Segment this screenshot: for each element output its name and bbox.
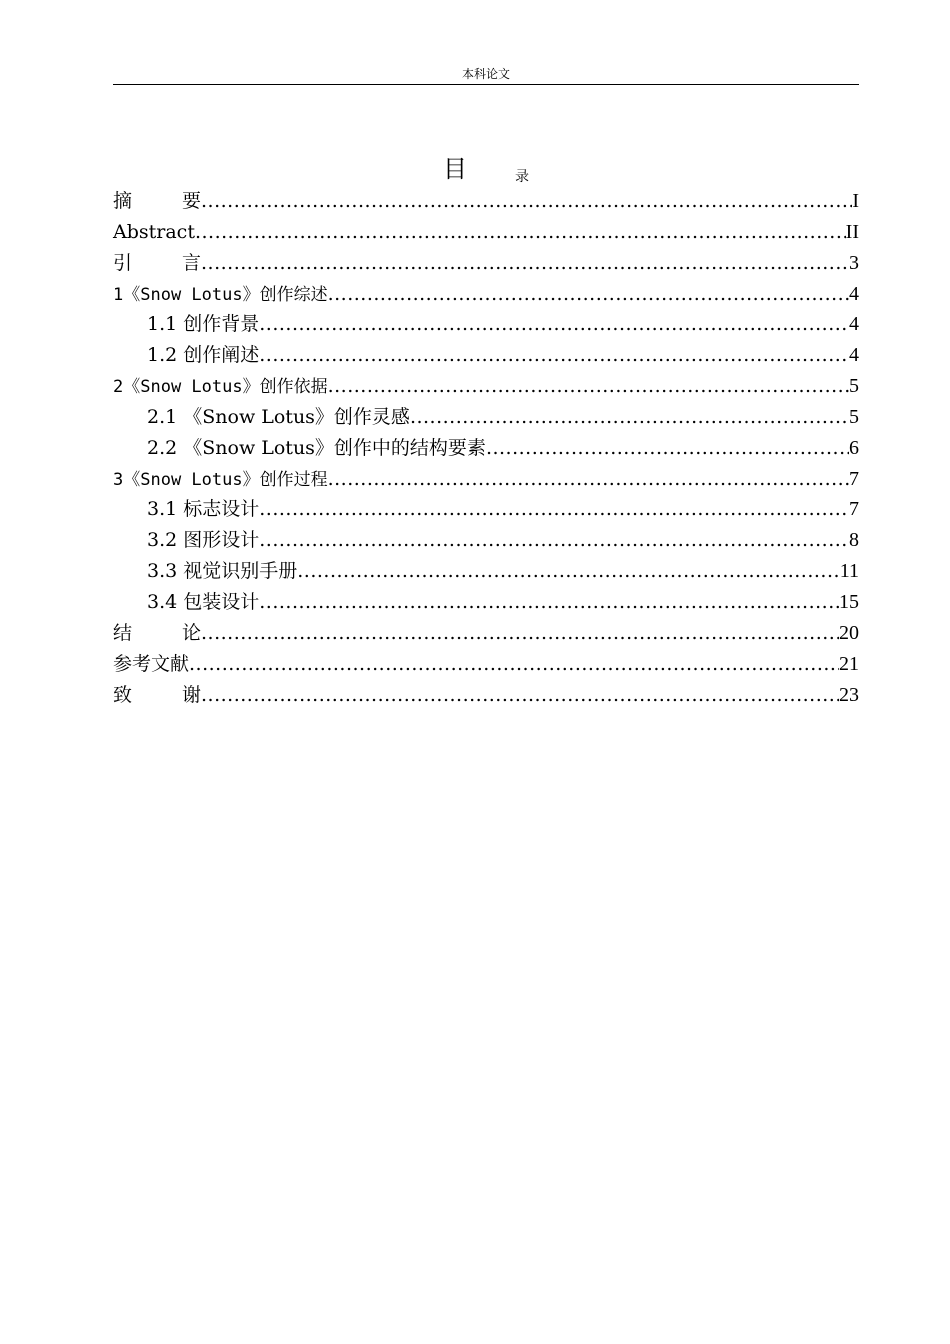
toc-entry-label: 摘 要 [113, 190, 201, 212]
toc-entry-section-2-1[interactable] [113, 402, 859, 433]
toc-entry-label: 致 谢 [113, 683, 201, 706]
toc-entry-page: 7 [849, 467, 859, 490]
dot-leader [259, 340, 849, 371]
toc-entry-label: 3.4 包装设计 [147, 590, 260, 613]
toc-entry-label: 3《Snow Lotus》创作过程 [113, 469, 328, 490]
toc-entry-section-3-2[interactable] [113, 525, 859, 556]
toc-title-main: 目 [443, 155, 467, 183]
dot-leader [328, 464, 849, 495]
toc-entry-page: 15 [839, 590, 859, 613]
toc-entry-label: 引 言 [113, 251, 201, 274]
toc-entry-page: 8 [849, 529, 859, 552]
dot-leader [259, 525, 849, 556]
dot-leader [259, 309, 849, 340]
toc-entry-acknowledgements[interactable] [113, 680, 859, 711]
toc-entry-conclusion[interactable] [113, 618, 859, 649]
toc-entry-abstract-cn[interactable] [113, 186, 859, 217]
toc-entry-label: 2.2 《Snow Lotus》创作中的结构要素 [147, 436, 486, 459]
dot-leader [486, 433, 849, 464]
toc-entry-chapter-1[interactable] [113, 279, 859, 310]
dot-leader [328, 371, 849, 402]
toc-entry-page: 4 [849, 282, 859, 305]
toc-entry-page: 6 [849, 436, 859, 459]
toc-entry-label: 1.1 创作背景 [147, 313, 260, 336]
toc-title-sub: 录 [515, 169, 529, 185]
toc-entry-chapter-3[interactable] [113, 464, 859, 495]
toc-entry-references[interactable] [113, 649, 859, 680]
toc-entry-label: 3.3 视觉识别手册 [147, 560, 298, 583]
toc-entry-label: 1《Snow Lotus》创作综述 [113, 284, 328, 305]
dot-leader [297, 556, 839, 587]
toc-entry-label: Abstract [113, 220, 195, 243]
toc-entry-page: 3 [849, 251, 859, 274]
toc-entry-section-1-2[interactable] [113, 340, 859, 371]
toc-entry-label: 3.1 标志设计 [147, 498, 260, 521]
dot-leader [201, 186, 852, 217]
toc-entry-section-3-1[interactable] [113, 494, 859, 525]
dot-leader [195, 217, 846, 248]
toc-entry-label: 参考文献 [113, 652, 190, 675]
dot-leader [189, 649, 839, 680]
dot-leader [201, 680, 839, 711]
toc-entry-page: 7 [849, 498, 859, 521]
dot-leader [201, 618, 839, 649]
toc-entry-page: 21 [839, 652, 859, 675]
toc-entry-label: 2.1 《Snow Lotus》创作灵感 [147, 405, 410, 428]
page-header [113, 64, 859, 85]
toc-entry-label: 1.2 创作阐述 [147, 344, 260, 367]
toc-entry-page: 4 [849, 313, 859, 336]
toc-entry-page: 11 [839, 560, 859, 583]
toc-entry-abstract-en[interactable] [113, 217, 859, 248]
dot-leader [259, 494, 849, 525]
toc-entry-page: 20 [839, 621, 859, 644]
dot-leader [328, 279, 849, 310]
toc-entry-section-3-3[interactable] [113, 556, 859, 587]
toc-entry-label: 3.2 图形设计 [147, 529, 260, 552]
toc-entry-chapter-2[interactable] [113, 371, 859, 402]
toc-entry-page: II [845, 220, 859, 243]
toc-entry-page: 23 [839, 683, 859, 706]
dot-leader [410, 402, 849, 433]
toc-entry-page: 5 [849, 405, 859, 428]
toc-entry-page: I [852, 190, 859, 212]
toc-entry-label: 结 论 [113, 621, 201, 644]
toc-list [113, 186, 859, 710]
toc-entry-section-3-4[interactable] [113, 587, 859, 618]
header-text: 本科论文 [461, 67, 510, 81]
toc-entry-page: 4 [849, 344, 859, 367]
dot-leader [259, 587, 839, 618]
toc-entry-section-1-1[interactable] [113, 309, 859, 340]
toc-entry-introduction[interactable] [113, 248, 859, 279]
toc-entry-label: 2《Snow Lotus》创作依据 [113, 377, 328, 398]
toc-entry-page: 5 [849, 375, 859, 398]
dot-leader [201, 248, 849, 279]
toc-entry-section-2-2[interactable] [113, 433, 859, 464]
